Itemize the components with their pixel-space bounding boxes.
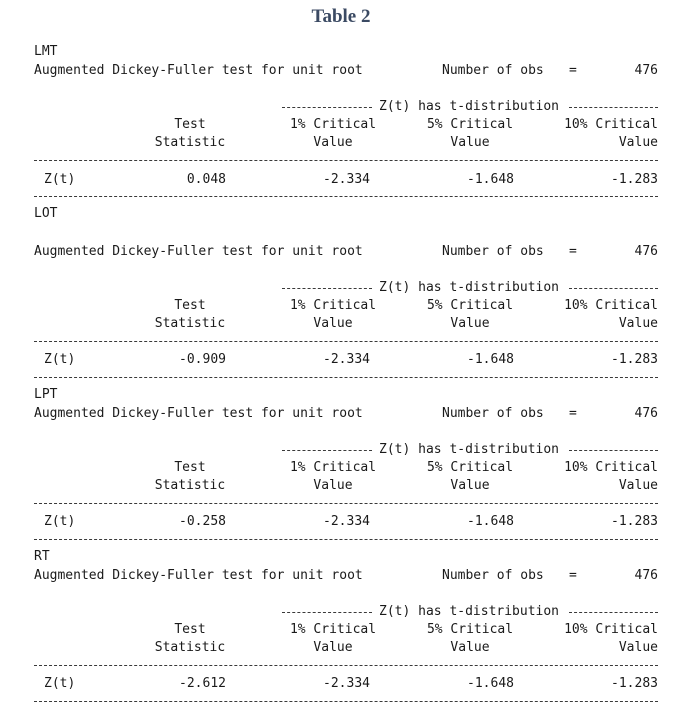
header-1pct: 1% Critical xyxy=(289,298,377,313)
test-statistic: -0.909 xyxy=(179,352,226,367)
header-test: Test xyxy=(174,460,206,475)
critical-10pct: -1.283 xyxy=(611,514,658,529)
header-10pct: 10% Critical xyxy=(564,298,658,313)
header-test: Test xyxy=(174,298,206,313)
obs-value: 476 xyxy=(634,63,658,78)
series-name: RT xyxy=(34,549,50,564)
critical-10pct: -1.283 xyxy=(611,352,658,367)
test-statistic: -2.612 xyxy=(179,676,226,691)
obs-label: Number of obs xyxy=(442,568,544,583)
rule-top xyxy=(34,341,658,342)
rule-bottom xyxy=(34,196,658,197)
rule-top xyxy=(34,665,658,666)
obs-value: 476 xyxy=(634,244,658,259)
test-statistic: -0.258 xyxy=(179,514,226,529)
header-statistic: Statistic xyxy=(154,478,226,493)
critical-10pct: -1.283 xyxy=(611,676,658,691)
critical-1pct: -2.334 xyxy=(323,172,370,187)
test-name: Augmented Dickey-Fuller test for unit root xyxy=(34,406,363,421)
header-5pct-value: Value xyxy=(450,640,490,655)
header-test: Test xyxy=(174,117,206,132)
header-10pct-value: Value xyxy=(618,478,658,493)
distribution-label: Z(t) has t-distribution xyxy=(379,99,560,114)
test-name: Augmented Dickey-Fuller test for unit root xyxy=(34,244,363,259)
critical-1pct: -2.334 xyxy=(323,514,370,529)
dist-dash-right xyxy=(569,612,658,613)
critical-1pct: -2.334 xyxy=(323,352,370,367)
obs-value: 476 xyxy=(634,568,658,583)
critical-5pct: -1.648 xyxy=(467,676,514,691)
rule-bottom xyxy=(34,539,658,540)
critical-1pct: -2.334 xyxy=(323,676,370,691)
header-5pct-value: Value xyxy=(450,316,490,331)
obs-value: 476 xyxy=(634,406,658,421)
dist-dash-left xyxy=(282,288,372,289)
rule-bottom xyxy=(34,701,658,702)
table-title: Table 2 xyxy=(311,6,371,27)
header-statistic: Statistic xyxy=(154,316,226,331)
test-name: Augmented Dickey-Fuller test for unit root xyxy=(34,568,363,583)
header-statistic: Statistic xyxy=(154,640,226,655)
test-name: Augmented Dickey-Fuller test for unit root xyxy=(34,63,363,78)
series-name: LMT xyxy=(34,44,58,59)
header-1pct-value: Value xyxy=(313,640,353,655)
header-10pct: 10% Critical xyxy=(564,460,658,475)
obs-label: Number of obs xyxy=(442,406,544,421)
dist-dash-left xyxy=(282,450,372,451)
rule-bottom xyxy=(34,377,658,378)
header-5pct: 5% Critical xyxy=(426,460,514,475)
header-1pct: 1% Critical xyxy=(289,460,377,475)
series-name: LOT xyxy=(34,206,58,221)
distribution-label: Z(t) has t-distribution xyxy=(379,604,560,619)
header-10pct-value: Value xyxy=(618,316,658,331)
row-label: Z(t) xyxy=(44,172,76,187)
obs-equals: = xyxy=(569,244,577,259)
header-1pct-value: Value xyxy=(313,316,353,331)
header-5pct-value: Value xyxy=(450,478,490,493)
obs-label: Number of obs xyxy=(442,63,544,78)
header-1pct-value: Value xyxy=(313,478,353,493)
header-5pct: 5% Critical xyxy=(426,117,514,132)
header-5pct: 5% Critical xyxy=(426,622,514,637)
critical-5pct: -1.648 xyxy=(467,172,514,187)
obs-equals: = xyxy=(569,568,577,583)
distribution-label: Z(t) has t-distribution xyxy=(379,280,560,295)
dist-dash-left xyxy=(282,612,372,613)
row-label: Z(t) xyxy=(44,514,76,529)
series-name: LPT xyxy=(34,387,58,402)
dist-dash-right xyxy=(569,288,658,289)
dist-dash-right xyxy=(569,450,658,451)
header-statistic: Statistic xyxy=(154,135,226,150)
header-1pct: 1% Critical xyxy=(289,117,377,132)
critical-5pct: -1.648 xyxy=(467,514,514,529)
header-5pct: 5% Critical xyxy=(426,298,514,313)
critical-5pct: -1.648 xyxy=(467,352,514,367)
obs-equals: = xyxy=(569,63,577,78)
header-10pct-value: Value xyxy=(618,640,658,655)
distribution-label: Z(t) has t-distribution xyxy=(379,442,560,457)
rule-top xyxy=(34,503,658,504)
header-test: Test xyxy=(174,622,206,637)
header-10pct: 10% Critical xyxy=(564,117,658,132)
critical-10pct: -1.283 xyxy=(611,172,658,187)
header-1pct-value: Value xyxy=(313,135,353,150)
header-10pct-value: Value xyxy=(618,135,658,150)
row-label: Z(t) xyxy=(44,676,76,691)
obs-label: Number of obs xyxy=(442,244,544,259)
test-statistic: 0.048 xyxy=(186,172,226,187)
obs-equals: = xyxy=(569,406,577,421)
header-10pct: 10% Critical xyxy=(564,622,658,637)
row-label: Z(t) xyxy=(44,352,76,367)
header-5pct-value: Value xyxy=(450,135,490,150)
header-1pct: 1% Critical xyxy=(289,622,377,637)
